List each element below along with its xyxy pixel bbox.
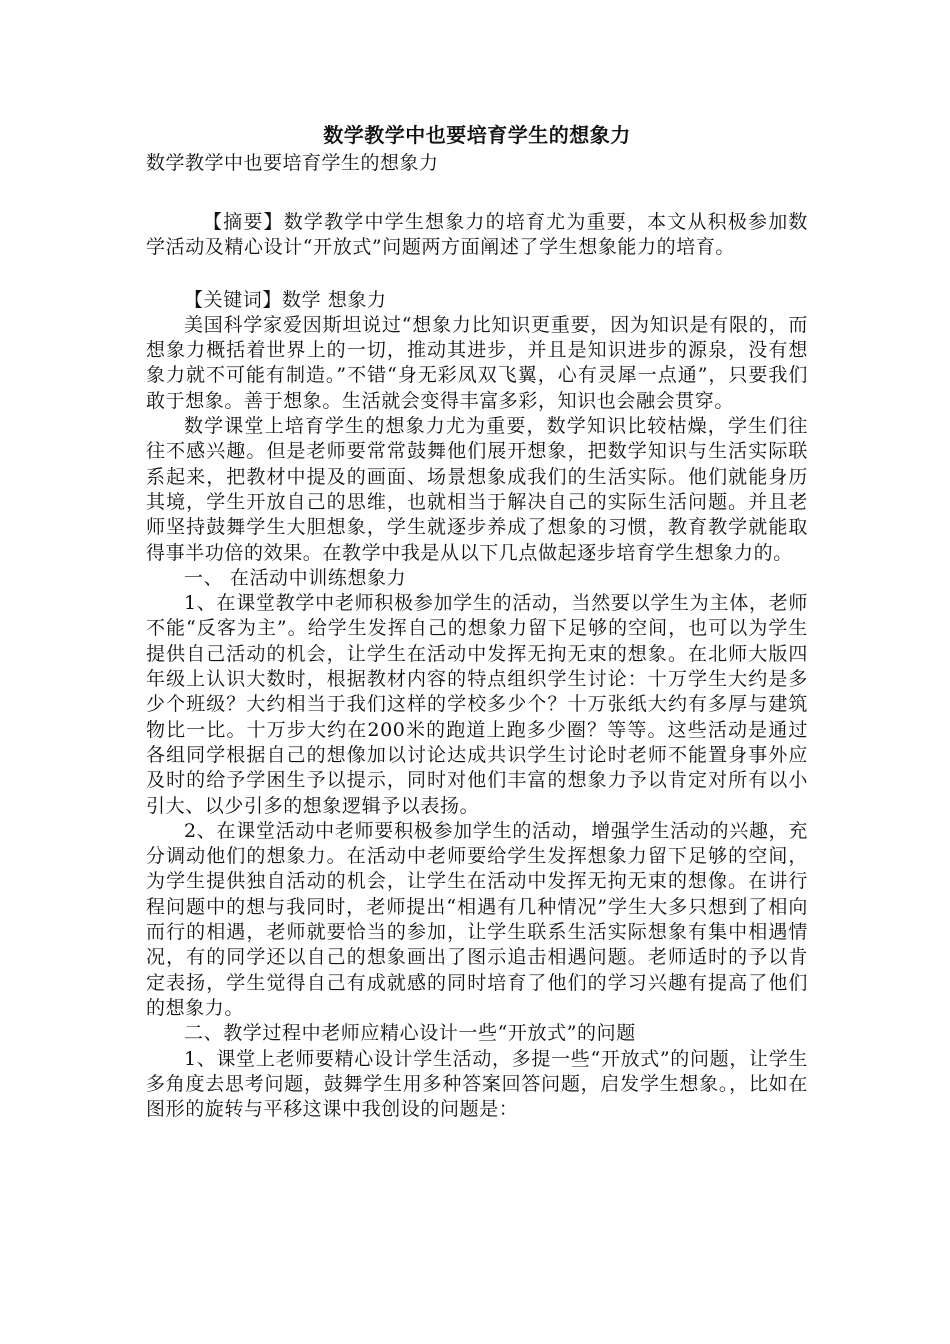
document-title: 数学教学中也要培育学生的想象力 — [323, 123, 631, 147]
keywords-line: 【关键词】数学 想象力 — [184, 288, 387, 311]
body-paragraph: 2、在课堂活动中老师要积极参加学生的活动，增强学生活动的兴趣，充分调动他们的想象力。在活动中老师要给学生发挥想象力留下足够的空间，为学生提供独自活动的机会，让学生在活动中发挥无拘无束的想像。在讲行程问题中的想与我同时，老师提出“相遇有几种情况”学生大多只想到了相向而行的相遇，老师就要恰当的参加，让学生联系生活实际想象有集中相遇情况，有的同学还以自己的想象画出了图示追击相遇问题。老师适时的予以肯定表扬，学生觉得自己有成就感的同时培育了他们的学习兴趣有提高了他们的想象力。 — [146, 819, 808, 1019]
body-paragraph: 1、在课堂教学中老师积极参加学生的活动，当然要以学生为主体，老师不能“反客为主”。给学生发挥自己的想象力留下足够的空间，也可以为学生提供自己活动的机会，让学生在活动中发挥无拘无束的想象。在北师大版四年级上认识大数时，根据教材内容的特点组织学生讨论：十万学生大约是多少个班级？大约相当于我们这样的学校多少个？十万张纸大约有多厚与建筑物比一比。十万步大约在200米的跑道上跑多少圈？等等。这些活动是通过各组同学根据自己的想像加以讨论达成共识学生讨论时老师不能置身事外应及时的给予学困生予以提示，同时对他们丰富的想象力予以肯定对所有以小引大、以少引多的想象逻辑予以表扬。 — [146, 592, 808, 817]
body-paragraph: 1、课堂上老师要精心设计学生活动，多提一些“开放式”的问题，让学生多角度去思考问题，鼓舞学生用多种答案回答问题，启发学生想象。，比如在图形的旋转与平移这课中我创设的问题是： — [146, 1047, 808, 1121]
body-paragraph: 美国科学家爱因斯坦说过“想象力比知识更重要，因为知识是有限的，而想象力概括着世界上的一切，推动其进步，并且是知识进步的源泉，没有想象力就不可能有制造。”不错“身无彩凤双飞翼，心有灵犀一点通”，只要我们敢于想象。善于想象。生活就会变得丰富多彩，知识也会融会贯穿。 — [146, 313, 808, 412]
abstract-paragraph: 【摘要】数学教学中学生想象力的培育尤为重要，本文从积极参加数学活动及精心设计“开放式”问题两方面阐述了学生想象能力的培育。 — [146, 211, 808, 259]
section-heading: 二、教学过程中老师应精心设计一些“开放式”的问题 — [184, 1022, 636, 1045]
document-page — [146, 120, 808, 1122]
body-paragraph: 数学课堂上培育学生的想象力尤为重要，数学知识比较枯燥，学生们往往不感兴趣。但是老师要常常鼓舞他们展开想象，把数学知识与生活实际联系起来，把教材中提及的画面、场景想象成我们的生活实际。他们就能身历其境，学生开放自己的思维，也就相当于解决自己的实际生活问题。并且老师坚持鼓舞学生大胆想象，学生就逐步养成了想象的习惯，教育教学就能取得事半功倍的效果。在教学中我是从以下几点做起逐步培育学生想象力的。 — [146, 415, 808, 564]
document-subtitle: 数学教学中也要培育学生的想象力 — [146, 152, 439, 174]
section-heading: 一、 在活动中训练想象力 — [184, 566, 407, 589]
